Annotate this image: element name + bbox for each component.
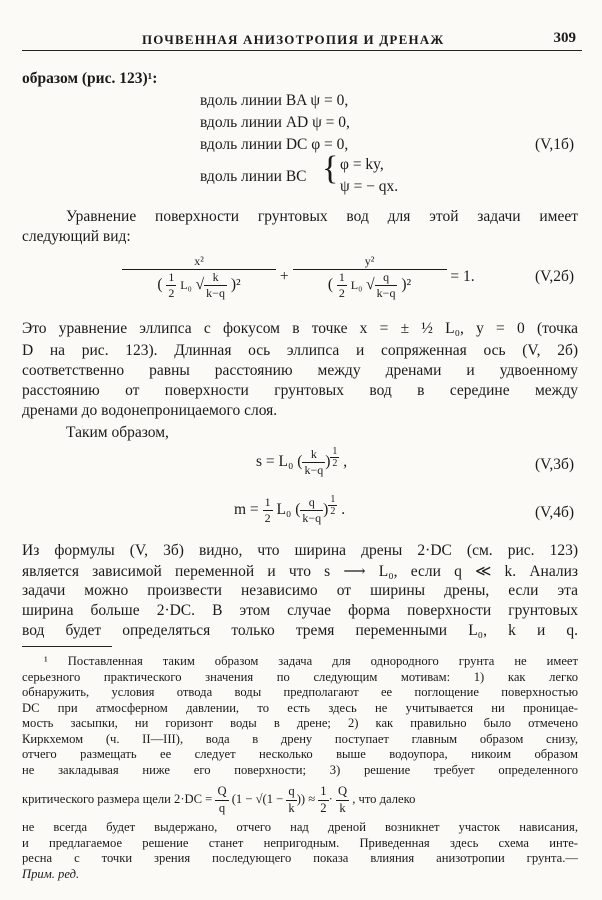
eq3b-exp-den: 2 xyxy=(332,458,338,469)
para1-line1: Уравнение поверхности грунтовых вод для этой задачи имеет xyxy=(66,208,578,225)
para3: Таким образом, xyxy=(66,424,169,441)
running-header xyxy=(22,28,582,50)
eq4b-exp-num: 1 xyxy=(330,494,336,505)
eq2b-kq: k−q xyxy=(206,286,225,300)
eq4b-kq: k−q xyxy=(302,510,322,525)
equation-3b: s = L₀ ( $\frac{k}{k-q}$ ) $^{\frac{1}{2}}$ , xyxy=(256,446,348,477)
eq3b-exp-num: 1 xyxy=(332,446,338,457)
footnote-line8: не закладывая ниже его поверхности; 3) решение требует определенного xyxy=(22,762,578,777)
footnote-line4: DC при атмосферном давлении, то есть здесь не учитывается ни проницае- xyxy=(22,700,578,715)
para4-line4: ширина больше 2·DC. В этом случае форма поверхности грунтовых xyxy=(22,602,578,619)
eq3b-kq: k−q xyxy=(304,462,324,477)
eq2b-L0-2: L₀ xyxy=(350,278,363,293)
ff-Q3: Q xyxy=(336,784,349,801)
para4-line5: вод будет определяться только тремя переменными L₀, k и q. xyxy=(22,622,578,639)
para2-line4: расстоянию от поверхности грунтовых вод в середине между xyxy=(22,382,578,399)
ff-k3: k xyxy=(339,800,346,815)
footnote-line6: Киркхемом (ч. II—III), вода в дрену поступает главным образом снизу, xyxy=(22,731,578,746)
eq2b-k: k xyxy=(204,270,227,286)
para2-line3: соответственно равны расстоянию между дренами и удвоенному xyxy=(22,362,578,379)
footnote-line1: ¹ Поставленная таким образом задача для однородного грунта не имеет xyxy=(44,654,578,668)
eq3b-lhs: s = L₀ xyxy=(256,452,294,470)
ff-one: 1 xyxy=(318,784,328,801)
book-page xyxy=(22,28,582,888)
ff-two: 2 xyxy=(320,800,327,815)
footnote-end-line3: ресна с точки зрения последующего показа влияния анизотропии грунта.— xyxy=(22,851,578,865)
para2-line2: D на рис. 123). Длинная ось эллипса и сопряженная ось (V, 2б) xyxy=(22,342,578,359)
para4-line2: является зависимой переменной и что s ⟶ L₀, если q ≪ k. Анализ xyxy=(22,563,578,580)
footnote-formula-prefix: критического размера щели 2·DC = xyxy=(22,791,213,806)
eq2b-L0: L₀ xyxy=(180,278,192,293)
eq4b-half-den: 2 xyxy=(264,510,271,525)
eq2b-half-den: 2 xyxy=(168,286,175,300)
footnote-formula-suffix: , что далеко xyxy=(352,791,416,806)
eq-label-2b: (V,2б) xyxy=(534,268,574,285)
condition-bc-psi: ψ = − qx. xyxy=(340,178,399,195)
ff-Q1: Q xyxy=(215,784,228,801)
eq4b-lhs: m = xyxy=(234,500,259,518)
eq-label-1b: (V,1б) xyxy=(534,136,574,153)
eq2b-x2: x² xyxy=(122,254,276,270)
para2-line1: Это уравнение эллипса с фокусом в точке x = ± ½ L₀, y = 0 (точка xyxy=(22,320,578,337)
footnote-line7: отчего размещать ее следует несколько выше водоупора, никоим образом xyxy=(22,747,578,761)
footnote-end-line1: не всегда будет выдержано, отчего над дреной возникнет участок нависания, xyxy=(22,820,578,834)
eq4b-half-num: 1 xyxy=(264,494,271,509)
eq2b-half-den-2: 2 xyxy=(338,286,345,300)
para4-line1: Из формулы (V, 3б) видно, что ширина дрены 2·DC (см. рис. 123) xyxy=(22,542,578,559)
eq4b-q: q xyxy=(300,495,323,511)
footnote-line5: мость засыпки, ни горизонт воды в дрене; 2) как правильно было отмечено xyxy=(22,716,578,730)
brace-symbol: { xyxy=(322,150,339,187)
ff-k2: k xyxy=(288,800,295,815)
condition-dc: вдоль линии DC φ = 0, xyxy=(200,136,349,153)
ff-q2: q xyxy=(286,784,296,801)
eq-label-3b: (V,3б) xyxy=(534,456,574,473)
eq2b-half-num: 1 xyxy=(168,270,175,284)
para1-line2: следующий вид: xyxy=(22,228,131,245)
footnote-sign: Прим. ред. xyxy=(22,866,80,881)
eq2b-q: q xyxy=(375,270,398,286)
footnote-formula: критического размера щели 2·DC = $\frac{Q}{q}$ (1 − √(1 − $\frac{q}{k}$ )) ≈ $\frac{1}{2}$ · $\frac{Q}{k}$ , что далеко xyxy=(22,784,416,815)
header-title: ПОЧВЕННАЯ АНИЗОТРОПИЯ И ДРЕНАЖ xyxy=(142,32,445,47)
header-rule xyxy=(22,50,582,51)
eq2b-half-num-2: 1 xyxy=(338,270,345,284)
footnote-line2: серьезного практического значения по следующим мотивам: 1) как легко xyxy=(22,669,578,684)
eq2b-y2: y² xyxy=(293,254,447,270)
eq-label-4b: (V,4б) xyxy=(534,504,574,521)
eq3b-k: k xyxy=(302,447,325,463)
footnote xyxy=(22,654,578,882)
condition-bc-phi: φ = ky, xyxy=(340,156,384,173)
footnote-rule xyxy=(22,646,112,647)
intro-line: образом (рис. 123)¹: xyxy=(22,70,158,87)
eq4b-L0: L₀ xyxy=(276,500,292,518)
ff-q1: q xyxy=(218,800,226,815)
condition-ad: вдоль линии AD ψ = 0, xyxy=(200,114,350,131)
eq2b-kq-2: k−q xyxy=(376,286,396,300)
condition-bc: вдоль линии BC xyxy=(200,168,307,185)
para4-line3: задачи можно произвести независимо от ширины дрены, если эта xyxy=(22,582,578,599)
condition-ba: вдоль линии BA ψ = 0, xyxy=(200,92,349,109)
para2-line5: дренами до водонепроницаемого слоя. xyxy=(22,402,278,419)
footnote-end-line2: и предлагаемое решение станет непригодным. Приведенная здесь схема инте- xyxy=(22,835,578,850)
footnote-line3: обнаружить, условия отвода воды предполагают ее поглощение поверхностью xyxy=(22,685,578,699)
eq2b-rhs: = 1. xyxy=(450,268,475,286)
equation-4b: m = $\frac{1}{2}$ L₀ ( $\frac{q}{k-q}$ ) $^{\frac{1}{2}}$ . xyxy=(234,494,346,525)
eq4b-exp-den: 2 xyxy=(330,506,336,517)
equation-2b: x² ( $\frac{1}{2}$ L₀ √ $\frac{k}{k-q}$ )² + y² ( $\frac{1}{2}$ L₀ √ $\frac{q}{k-q}$ )² = 1. xyxy=(122,254,475,301)
page-number: 309 xyxy=(553,30,576,46)
